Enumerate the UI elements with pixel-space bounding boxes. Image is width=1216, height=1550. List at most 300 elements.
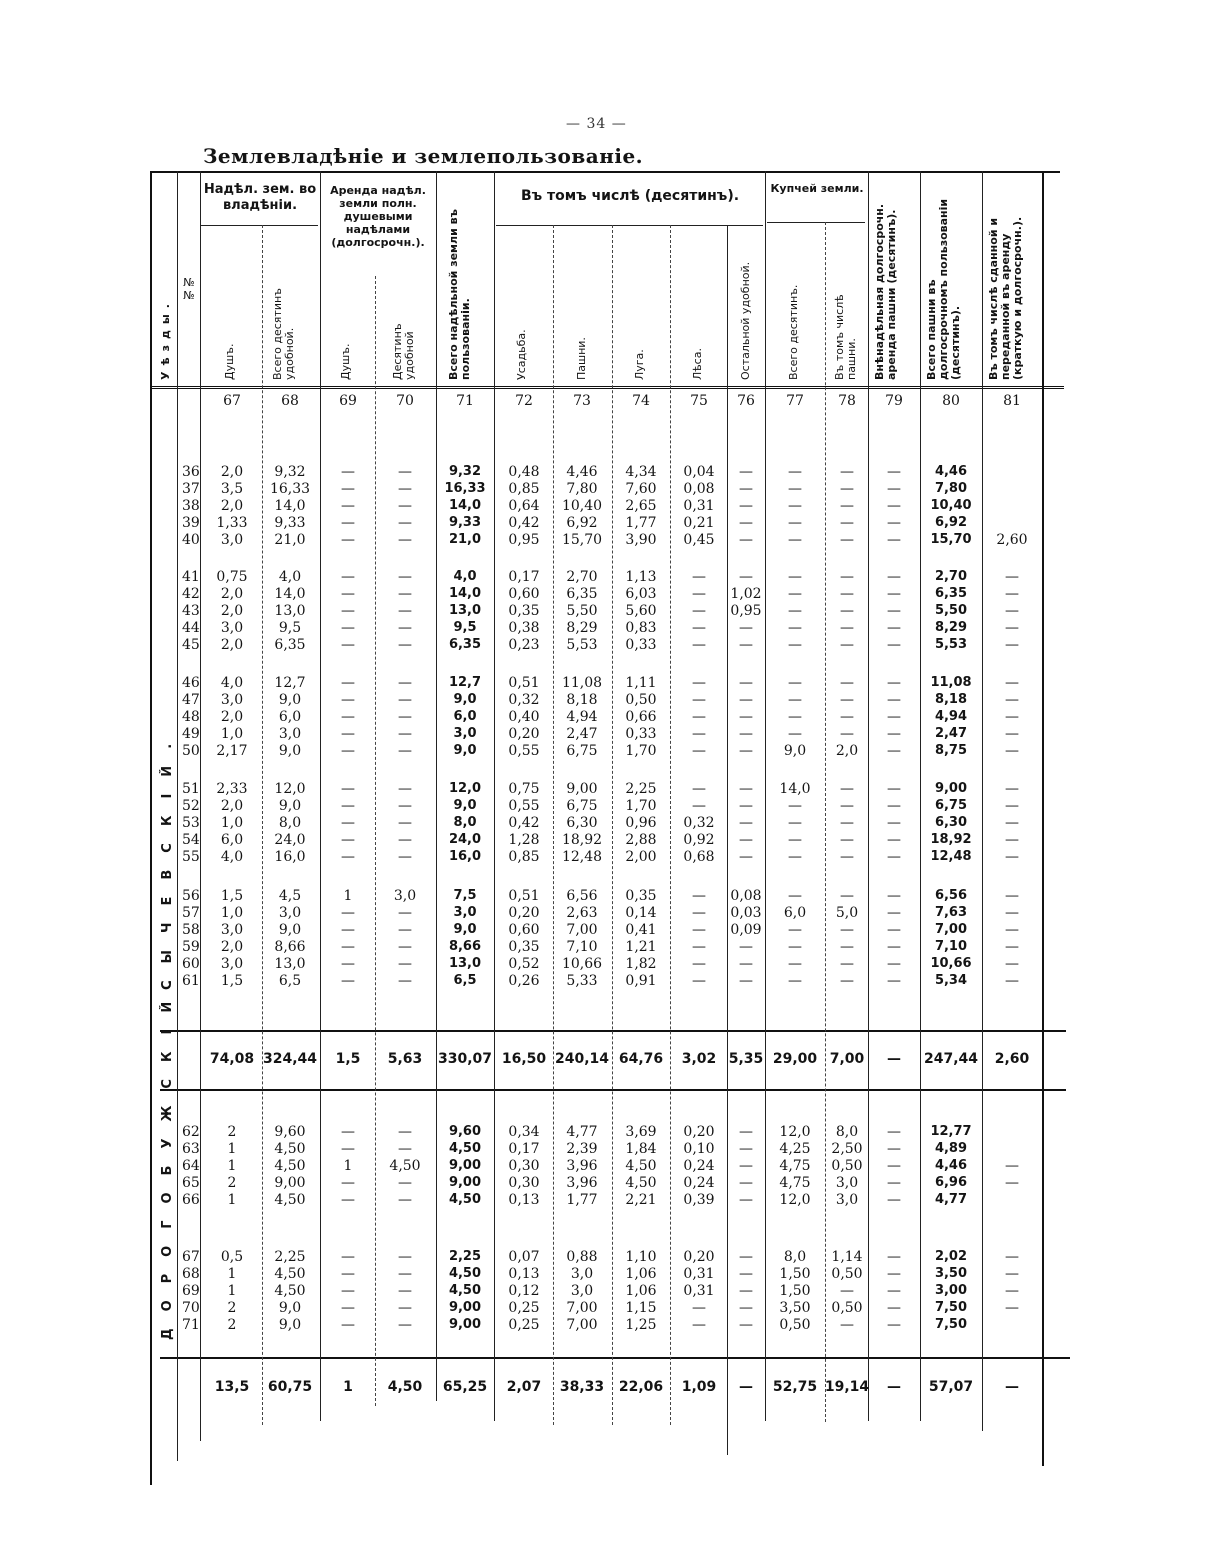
table-cell: 0,88 bbox=[566, 1249, 598, 1265]
table-cell: — bbox=[887, 1141, 901, 1157]
table-cell: 3,50 bbox=[934, 1266, 968, 1281]
table-cell: 4,75 bbox=[779, 1158, 811, 1174]
table-cell: 0,24 bbox=[683, 1175, 715, 1191]
table-cell: — bbox=[1005, 743, 1019, 759]
table-cell: — bbox=[840, 569, 854, 585]
table-cell: — bbox=[739, 1249, 753, 1265]
total-cell: — bbox=[739, 1379, 753, 1395]
table-cell: — bbox=[1005, 781, 1019, 797]
table-cell: — bbox=[1005, 888, 1019, 904]
table-cell: — bbox=[692, 905, 706, 921]
table-cell: — bbox=[398, 1192, 412, 1208]
table-cell: — bbox=[788, 532, 802, 548]
table-cell: 5,60 bbox=[625, 603, 657, 619]
row-number: 44 bbox=[182, 620, 200, 636]
table-cell: — bbox=[887, 1192, 901, 1208]
table-cell: 2,65 bbox=[625, 498, 657, 514]
table-cell: 9,32 bbox=[448, 464, 482, 479]
table-cell: — bbox=[1005, 815, 1019, 831]
table-cell: 2,50 bbox=[831, 1141, 863, 1157]
header-nadel-group: Надѣл. зем. во владѣніи. bbox=[203, 182, 317, 213]
table-cell: — bbox=[341, 515, 355, 531]
table-cell: 4,94 bbox=[934, 709, 968, 724]
table-cell: — bbox=[1005, 1283, 1019, 1299]
table-cell: 2,33 bbox=[216, 781, 248, 797]
table-cell: — bbox=[788, 586, 802, 602]
header-usadba: Усадьба. bbox=[515, 329, 528, 380]
table-cell: — bbox=[887, 888, 901, 904]
table-cell: 0,55 bbox=[508, 798, 540, 814]
table-cell: 4,34 bbox=[625, 464, 657, 480]
table-cell: 6,96 bbox=[934, 1175, 968, 1190]
table-cell: — bbox=[398, 1141, 412, 1157]
table-cell: — bbox=[887, 849, 901, 865]
table-cell: 9,0 bbox=[278, 1300, 302, 1316]
table-cell: 0,24 bbox=[683, 1158, 715, 1174]
table-cell: — bbox=[788, 956, 802, 972]
table-cell: 0,60 bbox=[508, 586, 540, 602]
table-cell: 3,00 bbox=[934, 1283, 968, 1298]
table-cell: — bbox=[887, 973, 901, 989]
row-number: 61 bbox=[182, 973, 200, 989]
header-kupchey: Купчей земли. bbox=[770, 182, 864, 195]
table-cell: 7,00 bbox=[566, 1317, 598, 1333]
table-cell: — bbox=[398, 569, 412, 585]
table-cell: 2,63 bbox=[566, 905, 598, 921]
table-cell: 1,21 bbox=[625, 939, 657, 955]
table-cell: — bbox=[887, 815, 901, 831]
table-cell: 6,5 bbox=[278, 973, 302, 989]
table-cell: 0,25 bbox=[508, 1300, 540, 1316]
table-cell: 0,12 bbox=[508, 1283, 540, 1299]
table-cell: — bbox=[341, 922, 355, 938]
row-number: 43 bbox=[182, 603, 200, 619]
header-subrule bbox=[200, 225, 318, 226]
total-cell: 19,14 bbox=[824, 1379, 870, 1395]
table-left-rule bbox=[150, 171, 152, 1485]
table-cell: — bbox=[788, 888, 802, 904]
table-cell: 1,77 bbox=[566, 1192, 598, 1208]
table-cell: 8,18 bbox=[566, 692, 598, 708]
table-cell: — bbox=[341, 1249, 355, 1265]
table-cell: — bbox=[1005, 798, 1019, 814]
total-cell: 64,76 bbox=[618, 1051, 664, 1067]
table-cell: — bbox=[398, 905, 412, 921]
total-cell: 247,44 bbox=[923, 1051, 979, 1067]
table-cell: 1,5 bbox=[220, 888, 244, 904]
table-cell: 0,96 bbox=[625, 815, 657, 831]
table-cell: — bbox=[1005, 1300, 1019, 1316]
table-cell: 1,84 bbox=[625, 1141, 657, 1157]
header-subrule bbox=[496, 225, 763, 226]
table-cell: 0,75 bbox=[216, 569, 248, 585]
table-cell: 1 bbox=[227, 1283, 237, 1299]
table-cell: 4,50 bbox=[625, 1175, 657, 1191]
row-number: 38 bbox=[182, 498, 200, 514]
table-cell: — bbox=[398, 922, 412, 938]
column-number: 76 bbox=[737, 393, 755, 409]
table-cell: 2,25 bbox=[448, 1249, 482, 1264]
table-cell: 16,0 bbox=[448, 849, 482, 864]
table-cell: 0,45 bbox=[683, 532, 715, 548]
table-cell: — bbox=[1005, 939, 1019, 955]
header-arenda-group: Аренда надѣл. земли полн. душевыми надѣлами (долгосрочн.). bbox=[330, 184, 426, 249]
table-cell: — bbox=[341, 849, 355, 865]
total-cell: 324,44 bbox=[262, 1051, 318, 1067]
table-cell: 0,20 bbox=[508, 905, 540, 921]
table-cell: — bbox=[840, 637, 854, 653]
table-cell: — bbox=[398, 692, 412, 708]
table-cell: — bbox=[840, 464, 854, 480]
table-cell: 3,0 bbox=[570, 1266, 594, 1282]
table-cell: 4,50 bbox=[274, 1266, 306, 1282]
table-cell: — bbox=[840, 849, 854, 865]
table-cell: 1 bbox=[343, 1158, 353, 1174]
table-cell: — bbox=[1005, 905, 1019, 921]
table-cell: — bbox=[887, 956, 901, 972]
table-cell: — bbox=[341, 743, 355, 759]
table-cell: — bbox=[739, 1124, 753, 1140]
table-cell: — bbox=[887, 1124, 901, 1140]
table-cell: 9,00 bbox=[448, 1317, 482, 1332]
table-cell: — bbox=[398, 515, 412, 531]
table-cell: — bbox=[840, 939, 854, 955]
row-number: 53 bbox=[182, 815, 200, 831]
table-cell: 6,56 bbox=[566, 888, 598, 904]
table-cell: 24,0 bbox=[274, 832, 306, 848]
table-cell: — bbox=[341, 498, 355, 514]
table-cell: — bbox=[1005, 586, 1019, 602]
table-cell: 0,66 bbox=[625, 709, 657, 725]
total-cell: 7,00 bbox=[829, 1051, 865, 1067]
table-cell: — bbox=[341, 956, 355, 972]
table-cell: 4,50 bbox=[448, 1266, 482, 1281]
table-cell: 14,0 bbox=[448, 586, 482, 601]
table-cell: — bbox=[398, 1249, 412, 1265]
table-cell: 0,17 bbox=[508, 1141, 540, 1157]
header-dush: Душъ. bbox=[223, 343, 236, 380]
table-cell: 2 bbox=[227, 1124, 237, 1140]
table-cell: 6,56 bbox=[934, 888, 968, 903]
table-top-rule bbox=[150, 171, 1060, 173]
table-cell: 15,70 bbox=[930, 532, 972, 547]
table-cell: 8,0 bbox=[783, 1249, 807, 1265]
table-cell: — bbox=[398, 481, 412, 497]
table-cell: — bbox=[1005, 973, 1019, 989]
table-cell: — bbox=[739, 832, 753, 848]
column-number: 72 bbox=[515, 393, 533, 409]
total-cell: 1 bbox=[343, 1379, 353, 1395]
table-cell: 6,92 bbox=[934, 515, 968, 530]
table-cell: 8,0 bbox=[453, 815, 477, 830]
row-number: 62 bbox=[182, 1124, 200, 1140]
table-cell: 7,60 bbox=[625, 481, 657, 497]
table-cell: 2,0 bbox=[220, 603, 244, 619]
table-cell: 0,48 bbox=[508, 464, 540, 480]
row-number: 51 bbox=[182, 781, 200, 797]
table-cell: 1,14 bbox=[831, 1249, 863, 1265]
table-cell: 5,0 bbox=[835, 905, 859, 921]
table-cell: — bbox=[840, 973, 854, 989]
table-cell: 7,00 bbox=[934, 922, 968, 937]
column-number: 70 bbox=[396, 393, 414, 409]
table-cell: 1,13 bbox=[625, 569, 657, 585]
row-number: 45 bbox=[182, 637, 200, 653]
table-cell: — bbox=[692, 798, 706, 814]
table-cell: 3,0 bbox=[453, 905, 477, 920]
row-number: 36 bbox=[182, 464, 200, 480]
table-cell: — bbox=[341, 569, 355, 585]
column-number: 67 bbox=[223, 393, 241, 409]
row-number: 37 bbox=[182, 481, 200, 497]
table-cell: — bbox=[692, 603, 706, 619]
table-cell: 6,75 bbox=[566, 798, 598, 814]
table-cell: — bbox=[739, 1175, 753, 1191]
total-cell: 1,5 bbox=[335, 1051, 361, 1067]
total-cell: 5,63 bbox=[387, 1051, 423, 1067]
row-number: 69 bbox=[182, 1283, 200, 1299]
table-cell: — bbox=[692, 888, 706, 904]
row-number: 58 bbox=[182, 922, 200, 938]
table-cell: 3,5 bbox=[220, 481, 244, 497]
table-cell: — bbox=[887, 481, 901, 497]
table-cell: 1,0 bbox=[220, 726, 244, 742]
table-cell: — bbox=[840, 498, 854, 514]
row-number: 65 bbox=[182, 1175, 200, 1191]
table-cell: 9,0 bbox=[453, 743, 477, 758]
table-cell: — bbox=[887, 1249, 901, 1265]
table-cell: — bbox=[341, 815, 355, 831]
table-cell: 1,02 bbox=[730, 586, 762, 602]
row-number: 50 bbox=[182, 743, 200, 759]
table-cell: 8,66 bbox=[448, 939, 482, 954]
table-cell: 0,83 bbox=[625, 620, 657, 636]
table-cell: 4,89 bbox=[934, 1141, 968, 1156]
header-ostalnoy: Остальной удобной. bbox=[739, 261, 752, 380]
total-cell: 2,60 bbox=[994, 1051, 1030, 1067]
table-cell: 14,0 bbox=[448, 498, 482, 513]
table-cell: — bbox=[887, 637, 901, 653]
table-cell: — bbox=[840, 481, 854, 497]
table-cell: — bbox=[398, 464, 412, 480]
table-cell: 2,21 bbox=[625, 1192, 657, 1208]
column-number: 81 bbox=[1003, 393, 1021, 409]
table-cell: 6,92 bbox=[566, 515, 598, 531]
table-cell: 0,39 bbox=[683, 1192, 715, 1208]
table-cell: 4,94 bbox=[566, 709, 598, 725]
table-cell: 0,91 bbox=[625, 973, 657, 989]
table-cell: — bbox=[739, 569, 753, 585]
table-cell: 9,0 bbox=[783, 743, 807, 759]
table-cell: — bbox=[692, 956, 706, 972]
table-cell: — bbox=[692, 726, 706, 742]
table-cell: 12,0 bbox=[448, 781, 482, 796]
row-number: 64 bbox=[182, 1158, 200, 1174]
table-cell: — bbox=[887, 1283, 901, 1299]
table-cell: 12,0 bbox=[779, 1192, 811, 1208]
table-cell: 0,95 bbox=[508, 532, 540, 548]
table-cell: — bbox=[341, 832, 355, 848]
table-cell: 1,0 bbox=[220, 905, 244, 921]
table-cell: 3,0 bbox=[220, 532, 244, 548]
table-cell: — bbox=[788, 832, 802, 848]
header-vnenadel: Внѣнадѣльная долгосрочн. аренда пашни (десятинъ). bbox=[873, 203, 898, 380]
table-cell: 0,04 bbox=[683, 464, 715, 480]
table-cell: — bbox=[887, 726, 901, 742]
table-cell: 2,25 bbox=[274, 1249, 306, 1265]
table-cell: — bbox=[341, 464, 355, 480]
table-cell: — bbox=[887, 939, 901, 955]
table-cell: 2,70 bbox=[934, 569, 968, 584]
header-ar-dush: Душъ. bbox=[339, 343, 352, 380]
table-cell: 12,0 bbox=[779, 1124, 811, 1140]
table-cell: — bbox=[398, 675, 412, 691]
total-cell: 13,5 bbox=[214, 1379, 250, 1395]
table-cell: 9,60 bbox=[274, 1124, 306, 1140]
table-cell: — bbox=[341, 603, 355, 619]
table-cell: 3,0 bbox=[278, 726, 302, 742]
table-cell: — bbox=[1005, 569, 1019, 585]
table-cell: 9,0 bbox=[453, 922, 477, 937]
table-cell: 5,53 bbox=[934, 637, 968, 652]
table-cell: 2,47 bbox=[934, 726, 968, 741]
table-cell: 0,5 bbox=[220, 1249, 244, 1265]
table-cell: — bbox=[887, 798, 901, 814]
table-cell: 0,14 bbox=[625, 905, 657, 921]
table-cell: — bbox=[788, 726, 802, 742]
total-cell: 240,14 bbox=[554, 1051, 610, 1067]
table-cell: 9,00 bbox=[448, 1300, 482, 1315]
table-cell: 0,75 bbox=[508, 781, 540, 797]
table-cell: 0,03 bbox=[730, 905, 762, 921]
table-cell: — bbox=[341, 781, 355, 797]
table-cell: 0,50 bbox=[779, 1317, 811, 1333]
table-cell: 3,0 bbox=[835, 1175, 859, 1191]
header-lesa: Лѣса. bbox=[691, 348, 704, 380]
table-cell: 8,29 bbox=[934, 620, 968, 635]
section-total-rule bbox=[160, 1089, 1066, 1091]
table-cell: — bbox=[887, 743, 901, 759]
column-number: 80 bbox=[942, 393, 960, 409]
table-cell: 8,75 bbox=[934, 743, 968, 758]
table-cell: — bbox=[788, 515, 802, 531]
table-cell: — bbox=[788, 603, 802, 619]
table-cell: 0,07 bbox=[508, 1249, 540, 1265]
table-cell: 6,0 bbox=[220, 832, 244, 848]
table-cell: 7,50 bbox=[934, 1317, 968, 1332]
table-cell: 6,30 bbox=[934, 815, 968, 830]
total-cell: 65,25 bbox=[442, 1379, 488, 1395]
table-cell: 1,50 bbox=[779, 1283, 811, 1299]
table-cell: 13,0 bbox=[448, 956, 482, 971]
table-cell: 3,90 bbox=[625, 532, 657, 548]
table-cell: 0,33 bbox=[625, 726, 657, 742]
table-cell: 0,20 bbox=[683, 1249, 715, 1265]
table-cell: 4,50 bbox=[389, 1158, 421, 1174]
table-cell: — bbox=[341, 675, 355, 691]
table-cell: — bbox=[887, 832, 901, 848]
table-cell: 16,33 bbox=[444, 481, 486, 496]
row-number: 52 bbox=[182, 798, 200, 814]
table-cell: 3,0 bbox=[278, 905, 302, 921]
table-cell: — bbox=[840, 1283, 854, 1299]
table-cell: — bbox=[341, 1266, 355, 1282]
row-number: 39 bbox=[182, 515, 200, 531]
table-cell: 0,21 bbox=[683, 515, 715, 531]
header-uezd: Уѣзды. bbox=[159, 298, 172, 380]
header-sdannoy: Въ томъ числѣ сданной и переданной въ аренду (краткую и долгосрочн.). bbox=[987, 216, 1024, 380]
table-cell: — bbox=[692, 637, 706, 653]
row-number: 60 bbox=[182, 956, 200, 972]
table-cell: — bbox=[341, 905, 355, 921]
table-cell: 6,35 bbox=[448, 637, 482, 652]
table-cell: — bbox=[341, 939, 355, 955]
row-number: 55 bbox=[182, 849, 200, 865]
table-cell: 0,51 bbox=[508, 888, 540, 904]
table-cell: 0,23 bbox=[508, 637, 540, 653]
total-cell: — bbox=[887, 1051, 901, 1067]
table-cell: 8,0 bbox=[278, 815, 302, 831]
table-cell: 1 bbox=[343, 888, 353, 904]
header-v-tom-chisle: Въ томъ числѣ (десятинъ). bbox=[520, 188, 740, 204]
table-cell: 9,0 bbox=[453, 798, 477, 813]
uezd-label: ДОРОГОБУЖСКІЙ. bbox=[160, 962, 175, 1340]
table-cell: 14,0 bbox=[274, 498, 306, 514]
table-cell: — bbox=[398, 849, 412, 865]
table-cell: 3,96 bbox=[566, 1158, 598, 1174]
table-cell: — bbox=[739, 849, 753, 865]
header-num: №№ bbox=[183, 276, 195, 302]
table-cell: 8,18 bbox=[934, 692, 968, 707]
table-cell: 0,17 bbox=[508, 569, 540, 585]
table-cell: — bbox=[692, 1300, 706, 1316]
table-cell: 6,30 bbox=[566, 815, 598, 831]
table-cell: 2,70 bbox=[566, 569, 598, 585]
table-cell: 0,31 bbox=[683, 1283, 715, 1299]
header-k-pashni: Въ томъ числѣ пашни. bbox=[833, 294, 858, 380]
table-cell: 6,35 bbox=[566, 586, 598, 602]
table-cell: — bbox=[840, 726, 854, 742]
table-cell: — bbox=[398, 532, 412, 548]
table-cell: — bbox=[840, 815, 854, 831]
table-cell: 2,25 bbox=[625, 781, 657, 797]
table-cell: 2,0 bbox=[220, 798, 244, 814]
table-cell: — bbox=[739, 675, 753, 691]
table-cell: 9,00 bbox=[448, 1175, 482, 1190]
table-cell: — bbox=[341, 481, 355, 497]
table-cell: 9,00 bbox=[274, 1175, 306, 1191]
table-cell: 21,0 bbox=[274, 532, 306, 548]
table-cell: 0,35 bbox=[508, 939, 540, 955]
total-cell: 5,35 bbox=[728, 1051, 764, 1067]
row-number: 41 bbox=[182, 569, 200, 585]
table-cell: — bbox=[840, 692, 854, 708]
table-cell: — bbox=[788, 692, 802, 708]
table-cell: 0,55 bbox=[508, 743, 540, 759]
table-cell: — bbox=[1005, 692, 1019, 708]
row-number: 66 bbox=[182, 1192, 200, 1208]
table-cell: — bbox=[692, 569, 706, 585]
table-cell: — bbox=[398, 798, 412, 814]
table-cell: — bbox=[840, 956, 854, 972]
table-cell: — bbox=[398, 1317, 412, 1333]
row-number: 63 bbox=[182, 1141, 200, 1157]
table-cell: — bbox=[788, 849, 802, 865]
table-cell: 4,77 bbox=[934, 1192, 968, 1207]
table-cell: — bbox=[1005, 1249, 1019, 1265]
table-cell: 14,0 bbox=[274, 586, 306, 602]
table-cell: 2,0 bbox=[220, 498, 244, 514]
